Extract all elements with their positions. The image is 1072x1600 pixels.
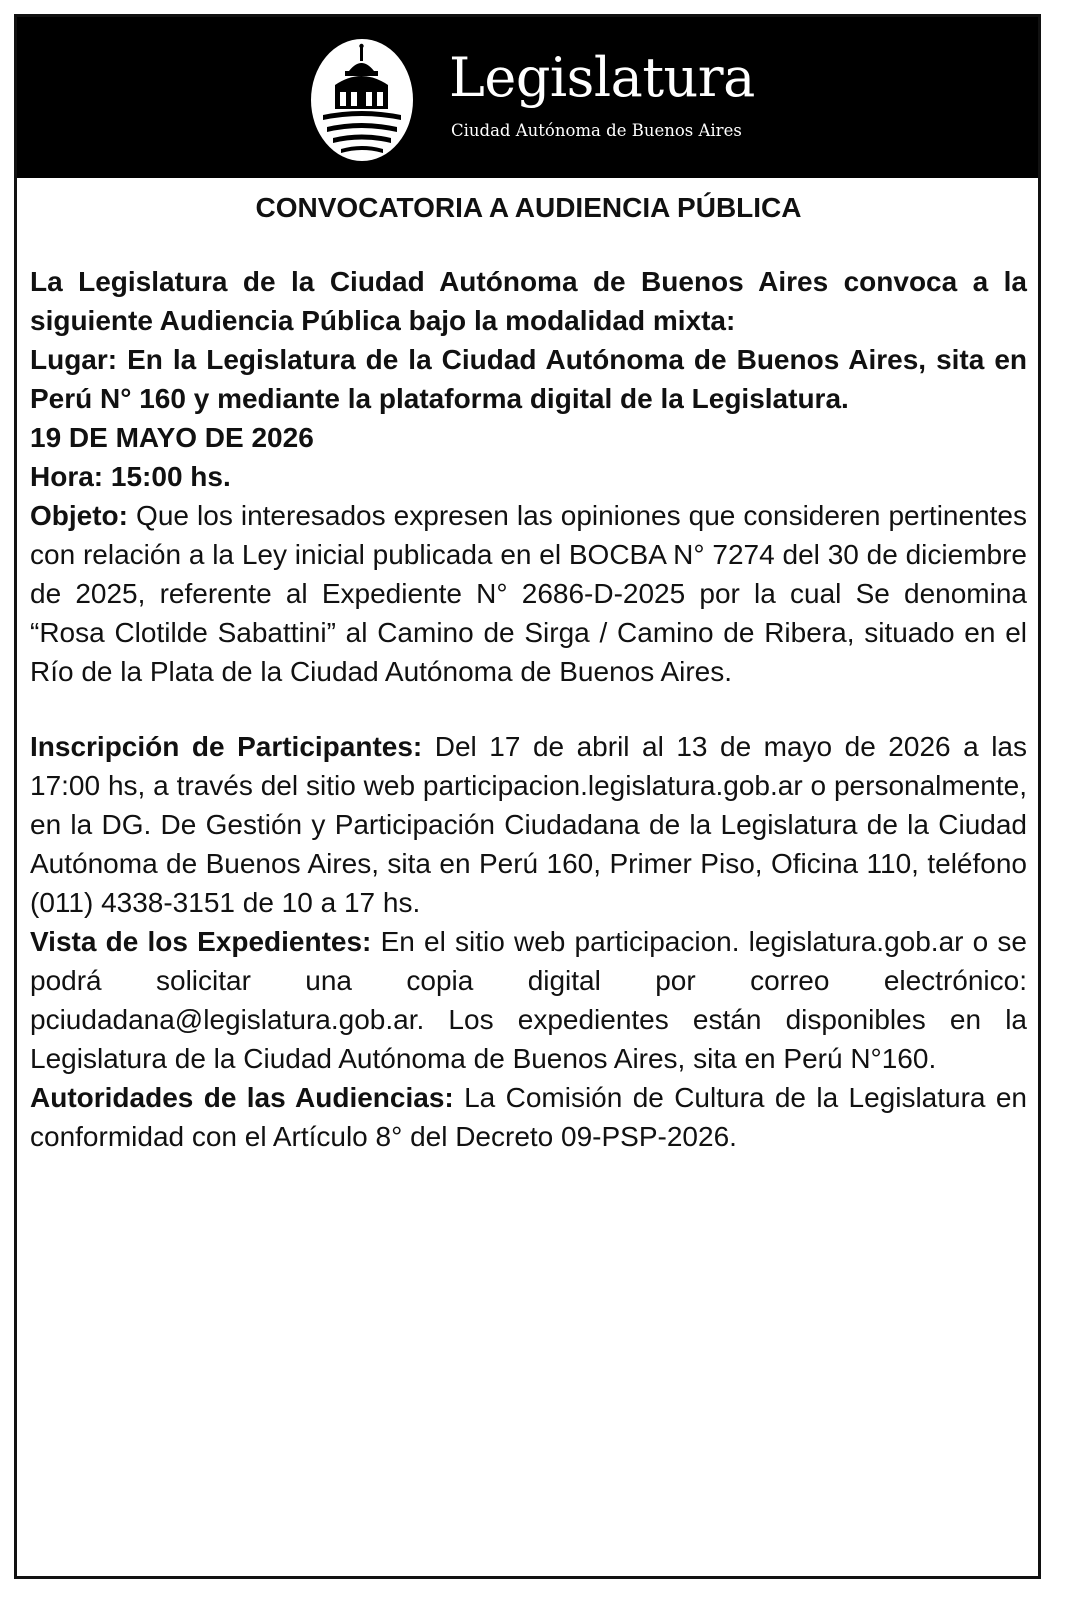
objeto-paragraph xyxy=(30,496,1027,691)
vista-label: Vista de los Expedientes: xyxy=(30,926,372,957)
autoridades-paragraph xyxy=(30,1078,1027,1156)
brand-name: Legislatura xyxy=(449,46,755,109)
inscripcion-label: Inscripción de Participantes: xyxy=(30,731,423,762)
hearing-date: 19 DE MAYO DE 2026 xyxy=(30,422,314,453)
objeto-text: Que los interesados expresen las opiniones que consideren pertinentes con relación a la Ley inicial publicada en el BOCBA N° 7274 del 30 de diciembre de 2025, referente al Expediente N° 2686-D-2025 por la cual Se denomina “Rosa Clotilde Sabattini” al Camino de Sirga / Camino de Ribera, situado en el Río de la Plata de la Ciudad Autónoma de Buenos Aires. xyxy=(30,500,1027,687)
inscripcion-paragraph xyxy=(30,727,1027,922)
notice-frame xyxy=(14,14,1041,1579)
objeto-label: Objeto: xyxy=(30,500,128,531)
header-banner xyxy=(17,17,1038,178)
notice-title: CONVOCATORIA A AUDIENCIA PÚBLICA xyxy=(255,192,802,223)
hearing-time: Hora: 15:00 hs. xyxy=(30,461,231,492)
notice-intro: La Legislatura de la Ciudad Autónoma de Buenos Aires convoca a la siguiente Audiencia Pública bajo la modalidad mixta: xyxy=(30,266,1027,336)
legislature-dome-seal-icon xyxy=(309,37,415,163)
autoridades-text: La Comisión de Cultura de la Legislatura en conformidad con el Artículo 8° del Decreto 09-PSP-2026. xyxy=(30,1082,1027,1152)
notice-content xyxy=(30,178,1027,1156)
brand-subtitle: Ciudad Autónoma de Buenos Aires xyxy=(451,121,742,140)
autoridades-label: Autoridades de las Audiencias: xyxy=(30,1082,454,1113)
inscripcion-text: Del 17 de abril al 13 de mayo de 2026 a las 17:00 hs, a través del sitio web participacion.legislatura.gob.ar o personalmente, en la DG. De Gestión y Participación Ciudadana de la Legislatura de la Ciudad Autónoma de Buenos Aires, sita en Perú 160, Primer Piso, Oficina 110, teléfono (011) 4338-3151 de 10 a 17 hs. xyxy=(30,731,1027,918)
vista-paragraph xyxy=(30,922,1027,1078)
vista-text: En el sitio web participacion. legislatura.gob.ar o se podrá solicitar una copia digital por correo electrónico: pciudadana@legislatura.gob.ar. Los expedientes están disponibles en la Legislatura de la Ciudad Autónoma de Buenos Aires, sita en Perú N°160. xyxy=(30,926,1027,1074)
notice-lugar: Lugar: En la Legislatura de la Ciudad Autónoma de Buenos Aires, sita en Perú N° 160 y mediante la plataforma digital de la Legislatura. xyxy=(30,344,1027,414)
